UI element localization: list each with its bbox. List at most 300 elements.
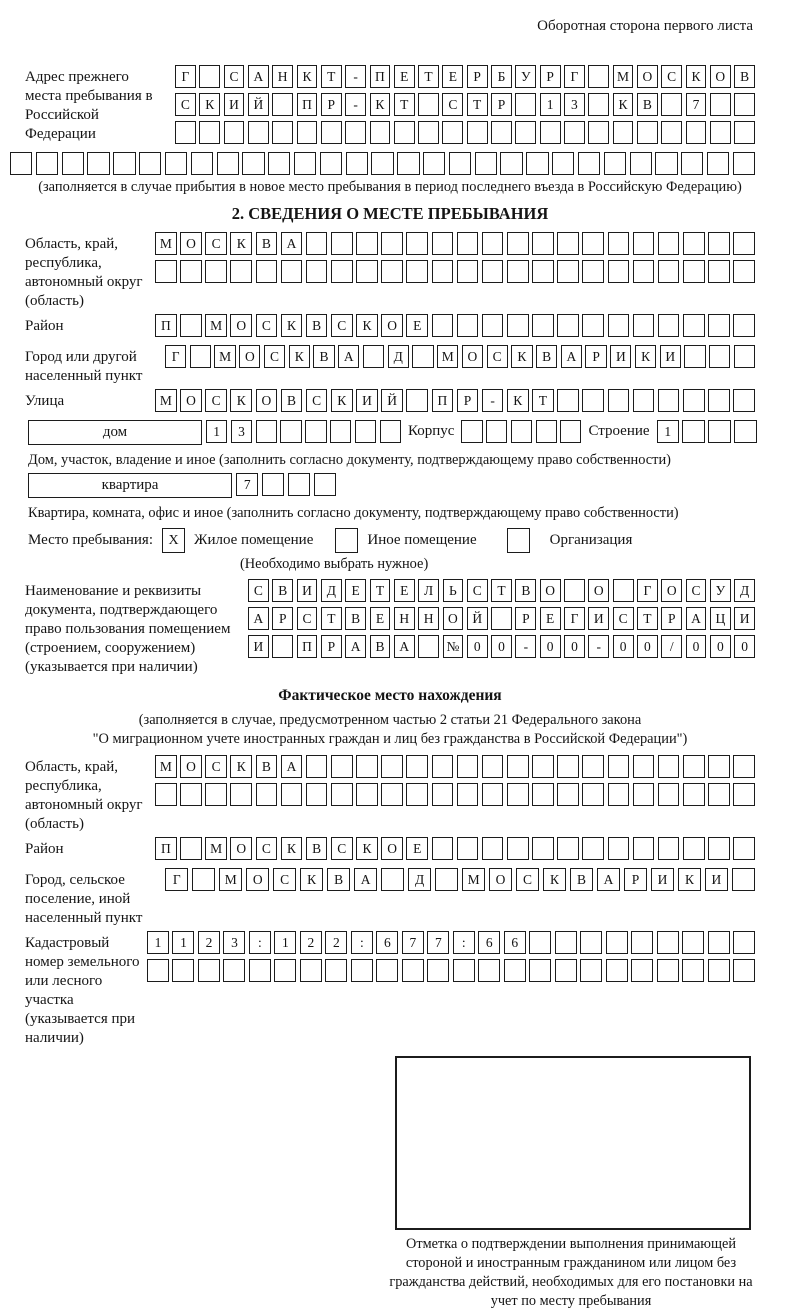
form-cell[interactable]: С bbox=[248, 579, 269, 602]
form-cell[interactable]: Е bbox=[370, 607, 391, 630]
form-cell[interactable] bbox=[511, 420, 532, 443]
form-cell[interactable] bbox=[734, 93, 755, 116]
form-cell[interactable] bbox=[630, 152, 652, 175]
form-cell[interactable]: Т bbox=[532, 389, 554, 412]
form-cell[interactable] bbox=[256, 783, 278, 806]
form-cell[interactable] bbox=[351, 959, 373, 982]
form-cell[interactable] bbox=[683, 755, 705, 778]
cadastral-row-2[interactable] bbox=[147, 959, 755, 982]
form-cell[interactable] bbox=[457, 232, 479, 255]
form-cell[interactable] bbox=[432, 783, 454, 806]
form-cell[interactable]: С bbox=[205, 389, 227, 412]
form-cell[interactable] bbox=[582, 755, 604, 778]
form-cell[interactable]: У bbox=[515, 65, 536, 88]
form-cell[interactable] bbox=[371, 152, 393, 175]
form-cell[interactable]: 1 bbox=[147, 931, 169, 954]
form-cell[interactable] bbox=[606, 931, 628, 954]
form-cell[interactable] bbox=[406, 783, 428, 806]
form-cell[interactable] bbox=[658, 389, 680, 412]
form-cell[interactable] bbox=[457, 783, 479, 806]
form-cell[interactable] bbox=[172, 959, 194, 982]
form-cell[interactable]: 3 bbox=[231, 420, 252, 443]
form-cell[interactable] bbox=[582, 389, 604, 412]
form-cell[interactable]: Г bbox=[637, 579, 658, 602]
form-cell[interactable]: А bbox=[248, 65, 269, 88]
form-cell[interactable]: А bbox=[561, 345, 582, 368]
form-cell[interactable]: С bbox=[516, 868, 539, 891]
form-cell[interactable]: И bbox=[356, 389, 378, 412]
form-cell[interactable]: Т bbox=[394, 93, 415, 116]
form-cell[interactable]: С bbox=[686, 579, 707, 602]
form-cell[interactable]: В bbox=[306, 314, 328, 337]
form-cell[interactable] bbox=[155, 783, 177, 806]
form-cell[interactable]: С bbox=[661, 65, 682, 88]
form-cell[interactable] bbox=[198, 959, 220, 982]
form-cell[interactable]: Г bbox=[175, 65, 196, 88]
form-cell[interactable]: О bbox=[443, 607, 464, 630]
form-cell[interactable] bbox=[256, 420, 277, 443]
form-cell[interactable] bbox=[418, 635, 439, 658]
form-cell[interactable]: К bbox=[281, 314, 303, 337]
form-cell[interactable] bbox=[180, 783, 202, 806]
confirmation-stamp-box[interactable] bbox=[395, 1056, 751, 1230]
form-cell[interactable]: О bbox=[588, 579, 609, 602]
form-cell[interactable]: 7 bbox=[236, 473, 258, 496]
apartment-box[interactable]: квартира bbox=[28, 473, 232, 498]
form-cell[interactable]: П bbox=[432, 389, 454, 412]
form-cell[interactable] bbox=[482, 260, 504, 283]
form-cell[interactable] bbox=[733, 783, 755, 806]
form-cell[interactable]: С bbox=[442, 93, 463, 116]
form-cell[interactable]: К bbox=[635, 345, 656, 368]
form-cell[interactable] bbox=[397, 152, 419, 175]
form-cell[interactable] bbox=[681, 152, 703, 175]
form-cell[interactable] bbox=[557, 389, 579, 412]
form-cell[interactable]: М bbox=[155, 389, 177, 412]
form-cell[interactable] bbox=[658, 837, 680, 860]
checkbox-residential[interactable]: X bbox=[162, 528, 185, 553]
form-cell[interactable]: А bbox=[345, 635, 366, 658]
form-cell[interactable]: № bbox=[443, 635, 464, 658]
form-cell[interactable] bbox=[321, 121, 342, 144]
form-cell[interactable]: Л bbox=[418, 579, 439, 602]
actual-city-row[interactable] bbox=[165, 868, 755, 891]
form-cell[interactable] bbox=[491, 121, 512, 144]
form-cell[interactable] bbox=[330, 420, 351, 443]
form-cell[interactable]: 2 bbox=[198, 931, 220, 954]
form-cell[interactable]: В bbox=[515, 579, 536, 602]
form-cell[interactable] bbox=[381, 755, 403, 778]
form-cell[interactable] bbox=[457, 314, 479, 337]
form-cell[interactable] bbox=[467, 121, 488, 144]
form-cell[interactable] bbox=[10, 152, 32, 175]
form-cell[interactable] bbox=[281, 783, 303, 806]
form-cell[interactable] bbox=[557, 755, 579, 778]
form-cell[interactable]: 0 bbox=[467, 635, 488, 658]
form-cell[interactable] bbox=[507, 755, 529, 778]
form-cell[interactable] bbox=[733, 260, 755, 283]
form-cell[interactable] bbox=[657, 931, 679, 954]
form-cell[interactable] bbox=[147, 959, 169, 982]
form-cell[interactable]: О bbox=[239, 345, 260, 368]
form-cell[interactable]: М bbox=[205, 314, 227, 337]
form-cell[interactable]: Е bbox=[442, 65, 463, 88]
stay-district-row[interactable] bbox=[155, 314, 755, 337]
form-cell[interactable] bbox=[532, 837, 554, 860]
form-cell[interactable] bbox=[230, 783, 252, 806]
form-cell[interactable]: К bbox=[511, 345, 532, 368]
form-cell[interactable] bbox=[529, 931, 551, 954]
form-cell[interactable]: С bbox=[256, 314, 278, 337]
form-cell[interactable]: Т bbox=[418, 65, 439, 88]
form-cell[interactable]: С bbox=[331, 837, 353, 860]
form-cell[interactable] bbox=[707, 152, 729, 175]
form-cell[interactable] bbox=[710, 93, 731, 116]
form-cell[interactable]: О bbox=[710, 65, 731, 88]
form-cell[interactable] bbox=[661, 121, 682, 144]
form-cell[interactable]: К bbox=[300, 868, 323, 891]
form-cell[interactable]: П bbox=[370, 65, 391, 88]
form-cell[interactable] bbox=[552, 152, 574, 175]
house-number-row[interactable] bbox=[206, 420, 401, 443]
form-cell[interactable] bbox=[230, 260, 252, 283]
form-cell[interactable] bbox=[306, 755, 328, 778]
form-cell[interactable] bbox=[381, 868, 404, 891]
form-cell[interactable]: К bbox=[543, 868, 566, 891]
form-cell[interactable] bbox=[381, 260, 403, 283]
form-cell[interactable]: Е bbox=[540, 607, 561, 630]
form-cell[interactable] bbox=[709, 345, 730, 368]
form-cell[interactable]: Р bbox=[585, 345, 606, 368]
form-cell[interactable] bbox=[657, 959, 679, 982]
form-cell[interactable]: К bbox=[356, 837, 378, 860]
form-cell[interactable] bbox=[588, 65, 609, 88]
form-cell[interactable] bbox=[633, 314, 655, 337]
form-cell[interactable] bbox=[582, 260, 604, 283]
form-cell[interactable]: 6 bbox=[504, 931, 526, 954]
form-cell[interactable]: К bbox=[297, 65, 318, 88]
form-cell[interactable]: О bbox=[462, 345, 483, 368]
form-cell[interactable] bbox=[376, 959, 398, 982]
form-cell[interactable] bbox=[288, 473, 310, 496]
document-row-3[interactable] bbox=[248, 635, 755, 658]
form-cell[interactable] bbox=[306, 783, 328, 806]
form-cell[interactable]: Е bbox=[406, 837, 428, 860]
form-cell[interactable] bbox=[515, 93, 536, 116]
form-cell[interactable] bbox=[478, 959, 500, 982]
form-cell[interactable] bbox=[435, 868, 458, 891]
form-cell[interactable]: И bbox=[297, 579, 318, 602]
form-cell[interactable]: А bbox=[597, 868, 620, 891]
form-cell[interactable]: 3 bbox=[564, 93, 585, 116]
form-cell[interactable] bbox=[363, 345, 384, 368]
form-cell[interactable] bbox=[155, 260, 177, 283]
form-cell[interactable] bbox=[613, 121, 634, 144]
form-cell[interactable] bbox=[658, 314, 680, 337]
form-cell[interactable] bbox=[268, 152, 290, 175]
form-cell[interactable]: Г bbox=[564, 65, 585, 88]
form-cell[interactable]: Ь bbox=[443, 579, 464, 602]
form-cell[interactable]: Е bbox=[394, 65, 415, 88]
form-cell[interactable]: М bbox=[155, 755, 177, 778]
form-cell[interactable] bbox=[658, 783, 680, 806]
form-cell[interactable]: О bbox=[637, 65, 658, 88]
form-cell[interactable] bbox=[733, 837, 755, 860]
form-cell[interactable] bbox=[432, 755, 454, 778]
form-cell[interactable]: В bbox=[306, 837, 328, 860]
form-cell[interactable] bbox=[305, 420, 326, 443]
form-cell[interactable]: В bbox=[637, 93, 658, 116]
form-cell[interactable] bbox=[180, 837, 202, 860]
form-cell[interactable]: С bbox=[467, 579, 488, 602]
form-cell[interactable]: О bbox=[540, 579, 561, 602]
cadastral-row-1[interactable] bbox=[147, 931, 755, 954]
form-cell[interactable] bbox=[432, 260, 454, 283]
form-cell[interactable] bbox=[733, 389, 755, 412]
form-cell[interactable] bbox=[540, 121, 561, 144]
form-cell[interactable]: К bbox=[613, 93, 634, 116]
house-box[interactable]: дом bbox=[28, 420, 202, 445]
form-cell[interactable] bbox=[406, 755, 428, 778]
form-cell[interactable] bbox=[325, 959, 347, 982]
form-cell[interactable] bbox=[331, 755, 353, 778]
document-row-1[interactable] bbox=[248, 579, 755, 602]
form-cell[interactable] bbox=[175, 121, 196, 144]
form-cell[interactable]: Р bbox=[467, 65, 488, 88]
form-cell[interactable]: О bbox=[489, 868, 512, 891]
form-cell[interactable]: 3 bbox=[223, 931, 245, 954]
form-cell[interactable] bbox=[113, 152, 135, 175]
form-cell[interactable]: М bbox=[462, 868, 485, 891]
form-cell[interactable]: О bbox=[180, 232, 202, 255]
form-cell[interactable] bbox=[370, 121, 391, 144]
form-cell[interactable] bbox=[224, 121, 245, 144]
form-cell[interactable] bbox=[580, 931, 602, 954]
form-cell[interactable] bbox=[36, 152, 58, 175]
form-cell[interactable] bbox=[683, 837, 705, 860]
form-cell[interactable] bbox=[248, 121, 269, 144]
form-cell[interactable] bbox=[280, 420, 301, 443]
form-cell[interactable]: Б bbox=[491, 65, 512, 88]
form-cell[interactable] bbox=[482, 232, 504, 255]
form-cell[interactable]: О bbox=[180, 389, 202, 412]
document-row-2[interactable] bbox=[248, 607, 755, 630]
form-cell[interactable]: С bbox=[224, 65, 245, 88]
form-cell[interactable] bbox=[733, 152, 755, 175]
form-cell[interactable]: О bbox=[230, 314, 252, 337]
form-cell[interactable] bbox=[608, 314, 630, 337]
form-cell[interactable]: / bbox=[661, 635, 682, 658]
form-cell[interactable] bbox=[582, 837, 604, 860]
form-cell[interactable]: А bbox=[248, 607, 269, 630]
form-cell[interactable] bbox=[406, 232, 428, 255]
form-cell[interactable]: М bbox=[219, 868, 242, 891]
form-cell[interactable] bbox=[734, 420, 756, 443]
form-cell[interactable] bbox=[402, 959, 424, 982]
form-cell[interactable] bbox=[708, 931, 730, 954]
form-cell[interactable] bbox=[356, 232, 378, 255]
form-cell[interactable] bbox=[475, 152, 497, 175]
form-cell[interactable]: В bbox=[327, 868, 350, 891]
form-cell[interactable] bbox=[500, 152, 522, 175]
form-cell[interactable] bbox=[682, 420, 704, 443]
form-cell[interactable]: В bbox=[536, 345, 557, 368]
form-cell[interactable] bbox=[564, 121, 585, 144]
form-cell[interactable]: К bbox=[678, 868, 701, 891]
form-cell[interactable]: М bbox=[205, 837, 227, 860]
form-cell[interactable]: О bbox=[381, 837, 403, 860]
form-cell[interactable] bbox=[453, 959, 475, 982]
form-cell[interactable] bbox=[658, 260, 680, 283]
form-cell[interactable]: Н bbox=[272, 65, 293, 88]
form-cell[interactable] bbox=[608, 783, 630, 806]
form-cell[interactable] bbox=[345, 121, 366, 144]
form-cell[interactable]: С bbox=[487, 345, 508, 368]
form-cell[interactable] bbox=[655, 152, 677, 175]
form-cell[interactable] bbox=[526, 152, 548, 175]
form-cell[interactable] bbox=[507, 783, 529, 806]
form-cell[interactable]: 1 bbox=[172, 931, 194, 954]
form-cell[interactable]: 2 bbox=[300, 931, 322, 954]
form-cell[interactable] bbox=[381, 232, 403, 255]
form-cell[interactable]: Д bbox=[388, 345, 409, 368]
form-cell[interactable]: Р bbox=[624, 868, 647, 891]
form-cell[interactable]: И bbox=[705, 868, 728, 891]
actual-district-row[interactable] bbox=[155, 837, 755, 860]
form-cell[interactable]: К bbox=[230, 389, 252, 412]
form-cell[interactable]: Д bbox=[734, 579, 755, 602]
form-cell[interactable] bbox=[564, 579, 585, 602]
form-cell[interactable]: С bbox=[264, 345, 285, 368]
form-cell[interactable] bbox=[223, 959, 245, 982]
form-cell[interactable] bbox=[580, 959, 602, 982]
form-cell[interactable]: Т bbox=[321, 65, 342, 88]
form-cell[interactable] bbox=[683, 232, 705, 255]
form-cell[interactable] bbox=[272, 93, 293, 116]
form-cell[interactable] bbox=[165, 152, 187, 175]
form-cell[interactable] bbox=[406, 389, 428, 412]
form-cell[interactable]: : bbox=[351, 931, 373, 954]
form-cell[interactable] bbox=[256, 260, 278, 283]
form-cell[interactable] bbox=[734, 345, 755, 368]
form-cell[interactable]: К bbox=[370, 93, 391, 116]
form-cell[interactable] bbox=[191, 152, 213, 175]
form-cell[interactable] bbox=[682, 931, 704, 954]
form-cell[interactable]: В bbox=[570, 868, 593, 891]
form-cell[interactable] bbox=[199, 65, 220, 88]
form-cell[interactable] bbox=[733, 931, 755, 954]
form-cell[interactable]: В bbox=[370, 635, 391, 658]
form-cell[interactable]: Д bbox=[321, 579, 342, 602]
form-cell[interactable]: Р bbox=[321, 635, 342, 658]
stay-region-row-1[interactable] bbox=[155, 232, 755, 255]
form-cell[interactable] bbox=[507, 260, 529, 283]
form-cell[interactable] bbox=[297, 121, 318, 144]
form-cell[interactable]: С bbox=[205, 755, 227, 778]
form-cell[interactable] bbox=[557, 837, 579, 860]
form-cell[interactable] bbox=[683, 314, 705, 337]
form-cell[interactable] bbox=[306, 260, 328, 283]
form-cell[interactable] bbox=[557, 260, 579, 283]
form-cell[interactable] bbox=[356, 755, 378, 778]
form-cell[interactable] bbox=[432, 837, 454, 860]
form-cell[interactable] bbox=[482, 314, 504, 337]
form-cell[interactable]: Р bbox=[661, 607, 682, 630]
form-cell[interactable]: А bbox=[394, 635, 415, 658]
form-cell[interactable] bbox=[683, 783, 705, 806]
form-cell[interactable] bbox=[432, 232, 454, 255]
form-cell[interactable]: А bbox=[281, 232, 303, 255]
form-cell[interactable]: С bbox=[331, 314, 353, 337]
form-cell[interactable]: О bbox=[246, 868, 269, 891]
form-cell[interactable] bbox=[683, 389, 705, 412]
form-cell[interactable] bbox=[686, 121, 707, 144]
form-cell[interactable] bbox=[732, 868, 755, 891]
form-cell[interactable] bbox=[331, 260, 353, 283]
form-cell[interactable]: Т bbox=[491, 579, 512, 602]
form-cell[interactable]: С bbox=[205, 232, 227, 255]
form-cell[interactable]: В bbox=[345, 607, 366, 630]
form-cell[interactable] bbox=[588, 121, 609, 144]
form-cell[interactable]: К bbox=[507, 389, 529, 412]
form-cell[interactable]: И bbox=[224, 93, 245, 116]
form-cell[interactable]: 1 bbox=[540, 93, 561, 116]
form-cell[interactable]: А bbox=[338, 345, 359, 368]
form-cell[interactable] bbox=[582, 314, 604, 337]
form-cell[interactable]: С bbox=[306, 389, 328, 412]
form-cell[interactable] bbox=[633, 755, 655, 778]
actual-region-row-2[interactable] bbox=[155, 783, 755, 806]
form-cell[interactable]: И bbox=[588, 607, 609, 630]
form-cell[interactable] bbox=[482, 755, 504, 778]
form-cell[interactable] bbox=[582, 232, 604, 255]
form-cell[interactable] bbox=[708, 389, 730, 412]
form-cell[interactable] bbox=[608, 389, 630, 412]
form-cell[interactable] bbox=[217, 152, 239, 175]
form-cell[interactable] bbox=[262, 473, 284, 496]
stay-street-row[interactable] bbox=[155, 389, 755, 412]
checkbox-organization[interactable] bbox=[507, 528, 530, 553]
stroenie-row[interactable] bbox=[657, 420, 757, 443]
form-cell[interactable] bbox=[482, 783, 504, 806]
form-cell[interactable] bbox=[582, 783, 604, 806]
form-cell[interactable] bbox=[423, 152, 445, 175]
form-cell[interactable] bbox=[205, 260, 227, 283]
form-cell[interactable]: - bbox=[515, 635, 536, 658]
form-cell[interactable]: Р bbox=[272, 607, 293, 630]
form-cell[interactable] bbox=[274, 959, 296, 982]
form-cell[interactable]: 0 bbox=[540, 635, 561, 658]
form-cell[interactable] bbox=[406, 260, 428, 283]
form-cell[interactable]: В bbox=[256, 232, 278, 255]
form-cell[interactable]: Н bbox=[418, 607, 439, 630]
form-cell[interactable]: 7 bbox=[427, 931, 449, 954]
form-cell[interactable]: 0 bbox=[637, 635, 658, 658]
form-cell[interactable]: В bbox=[256, 755, 278, 778]
form-cell[interactable] bbox=[190, 345, 211, 368]
prev-address-row-3[interactable] bbox=[175, 121, 755, 144]
form-cell[interactable] bbox=[637, 121, 658, 144]
form-cell[interactable]: К bbox=[356, 314, 378, 337]
form-cell[interactable] bbox=[507, 232, 529, 255]
form-cell[interactable]: Р bbox=[515, 607, 536, 630]
form-cell[interactable] bbox=[557, 314, 579, 337]
form-cell[interactable]: М bbox=[214, 345, 235, 368]
form-cell[interactable]: В bbox=[734, 65, 755, 88]
form-cell[interactable] bbox=[555, 959, 577, 982]
form-cell[interactable] bbox=[557, 232, 579, 255]
form-cell[interactable] bbox=[661, 93, 682, 116]
